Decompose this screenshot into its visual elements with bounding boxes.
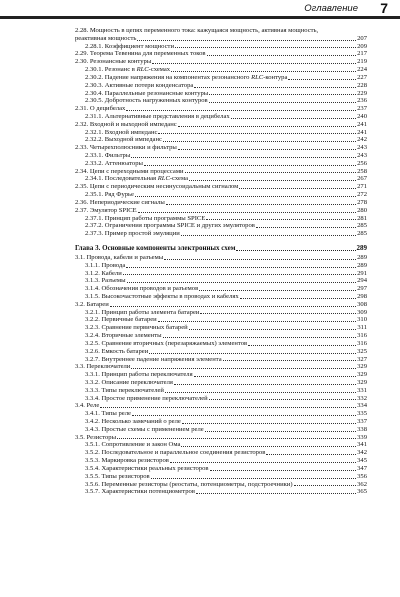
toc-entry-page: 228 (357, 81, 367, 89)
toc-entry-page: 271 (357, 183, 367, 191)
dot-leader (209, 94, 356, 95)
toc-entry-title: 2.30.5. Добротность нагруженных контуров (85, 97, 208, 105)
toc-entry-title: 3.1.1. Провода (85, 261, 126, 269)
dot-leader (170, 462, 356, 463)
toc-entry-page: 224 (357, 66, 367, 74)
toc-subentry (75, 426, 367, 434)
toc-subentry (75, 230, 367, 238)
toc-subentry (75, 43, 367, 51)
toc-subentry (75, 441, 367, 449)
dot-leader (266, 454, 356, 455)
toc-entry-title: 3.1.5. Высокочастотные эффекты в проводах и кабелях (85, 293, 239, 300)
toc-entry-title: 2.30.4. Параллельные резонансные контуры (85, 89, 209, 97)
toc-entry-title: 3.5.1. Сопротивление и закон Ома (85, 441, 181, 449)
toc-entry (75, 363, 367, 371)
toc-entry-title: 2.31.1. Альтернативные представления в децибелах (85, 112, 230, 120)
toc-entry-title: 2.33.2. Аттенюаторы (85, 159, 143, 167)
toc-entry-title: 2.33. Четырехполюсники и фильтры (75, 144, 177, 152)
toc-entry-page: 242 (357, 136, 367, 144)
toc-subentry (75, 90, 367, 98)
toc-entry-page: 298 (357, 293, 367, 300)
toc-entry-title: 3.2.2. Первичные батареи (85, 316, 157, 324)
toc-subentry (75, 129, 367, 137)
toc-entry-title: 3.2.1. Принцип работы элемента батареи (85, 308, 200, 316)
toc-subentry (75, 309, 367, 317)
toc-entry-page: 347 (357, 464, 367, 472)
toc-entry (75, 121, 367, 129)
dot-leader (256, 227, 356, 228)
toc-entry-title: 2.32.2. Выходной импеданс (85, 136, 162, 144)
dot-leader (223, 360, 356, 361)
dot-leader (209, 399, 356, 400)
toc-subentry (75, 418, 367, 426)
toc-entry-title: 2.37. Эмулятор SPICE (75, 206, 137, 214)
toc-subentry (75, 82, 367, 90)
dot-leader (131, 368, 356, 369)
toc-entry-page: 310 (357, 316, 367, 324)
dot-leader (166, 204, 356, 205)
toc-entry-title: 3.2. Батареи (75, 300, 109, 308)
toc-entry-page: 240 (357, 112, 367, 120)
toc-entry-title: 3.4.2. Несколько замечаний о реле (85, 418, 181, 425)
toc-subentry (75, 270, 367, 278)
toc-entry-page: 241 (357, 120, 367, 128)
toc-entry-page: 316 (357, 339, 367, 347)
toc-subentry (75, 410, 367, 418)
dot-leader (182, 423, 356, 424)
dot-leader (178, 126, 356, 127)
toc-entry-page: 365 (357, 488, 367, 496)
toc-entry-page: 339 (357, 433, 367, 441)
dot-leader (144, 165, 356, 166)
toc-entry-page: 229 (357, 89, 367, 97)
toc-entry-page: 236 (357, 97, 367, 105)
toc-subentry (75, 324, 367, 332)
dot-leader (181, 446, 356, 447)
toc-subentry (75, 348, 367, 356)
toc-entry-page: 325 (357, 347, 367, 355)
dot-leader (149, 353, 356, 354)
toc-subentry (75, 293, 367, 301)
toc-entry-title: 3.5. Резисторы (75, 433, 117, 441)
dot-leader (158, 133, 356, 134)
toc-entry-page: 237 (357, 105, 367, 113)
table-of-contents (75, 27, 367, 496)
running-header-title: Оглавление (304, 3, 358, 14)
chapter-heading (75, 244, 367, 253)
toc-entry-page: 294 (357, 277, 367, 285)
dot-leader (163, 141, 356, 142)
dot-leader (137, 40, 356, 41)
toc-subentry (75, 222, 367, 230)
toc-entry-page: 308 (357, 300, 367, 308)
toc-entry (75, 105, 367, 113)
toc-entry-title-line2: реактивная мощность (75, 34, 137, 42)
chapter-title: Глава 3. Основные компоненты электронных схем (75, 243, 236, 252)
toc-subentry (75, 332, 367, 340)
dot-leader (288, 79, 356, 80)
toc-entry (75, 144, 367, 152)
toc-entry-page: 285 (357, 230, 367, 238)
toc-entry-page: 341 (357, 441, 367, 449)
toc-subentry (75, 215, 367, 223)
toc-entry-title: 2.35. Цепи с периодическим несинусоидальным сигналом (75, 183, 239, 191)
toc-entry-page: 337 (357, 418, 367, 425)
toc-entry-page: 258 (357, 167, 367, 175)
dot-leader (205, 431, 356, 432)
toc-entry-title: 3.3.4. Простое применение переключателей (85, 394, 208, 402)
dot-leader (181, 235, 356, 236)
toc-entry-page: 289 (357, 253, 367, 261)
toc-entry-title: 3.1. Провода, кабели и разъемы (75, 253, 164, 261)
toc-subentry (75, 277, 367, 285)
toc-entry (75, 58, 367, 66)
toc-subentry (75, 136, 367, 144)
toc-entry-title: 2.30. Резонансные контуры (75, 58, 152, 66)
dot-leader (171, 71, 356, 72)
toc-entry (75, 168, 367, 176)
toc-entry-page: 281 (357, 214, 367, 222)
toc-entry (75, 254, 367, 262)
toc-subentry (75, 160, 367, 168)
chapter-page: 289 (356, 243, 367, 252)
toc-entry-title: 3.2.5. Сравнение вторичных (перезаряжаемых) элементов (85, 339, 248, 347)
toc-entry-title: 3.5.7. Характеристики потенциометров (85, 488, 195, 496)
dot-leader (110, 306, 356, 307)
toc-entry-page: 327 (357, 355, 367, 363)
toc-subentry (75, 356, 367, 364)
toc-entry-title: 2.29. Теорема Тевенина для переменных токов (75, 50, 206, 58)
toc-subentry (75, 285, 367, 293)
dot-leader (174, 384, 356, 385)
dot-leader (127, 282, 357, 283)
toc-entry-title: 3.2.6. Емкость батареи (85, 347, 149, 355)
toc-entry-title: 3.3.1. Принцип работы переключателя (85, 371, 193, 379)
dot-leader (194, 87, 356, 88)
toc-subentry (75, 465, 367, 473)
toc-entry-page: 241 (357, 128, 367, 136)
toc-subentry (75, 379, 367, 387)
toc-entry-page: 278 (357, 198, 367, 206)
toc-entry-title: 2.33.1. Фильтры (85, 152, 131, 159)
toc-entry-title: 3.1.3. Разъемы (85, 277, 126, 285)
dot-leader (117, 438, 356, 439)
dot-leader (209, 102, 356, 103)
toc-entry-title: 2.31. О децибелах (75, 105, 126, 113)
dot-leader (178, 149, 356, 150)
toc-entry-title: 2.37.1. Принцип работы программы SPICE (85, 214, 206, 222)
dot-leader (239, 188, 356, 189)
toc-entry-title: 3.4. Реле (75, 402, 100, 410)
toc-entry-title: 3.3.3. Типы переключателей (85, 386, 164, 394)
dot-leader (151, 478, 356, 479)
toc-entry-page: 297 (357, 285, 367, 293)
dot-leader (207, 55, 357, 56)
toc-entry-title: 3.4.1. Типы реле (85, 410, 131, 418)
page-number: 7 (380, 0, 388, 16)
toc-entry-page: 311 (357, 324, 367, 332)
toc-subentry (75, 371, 367, 379)
toc-entry-page: 291 (357, 269, 367, 277)
toc-entry-page: 243 (357, 144, 367, 152)
dot-leader (185, 172, 357, 173)
toc-entry-page: 227 (357, 73, 367, 81)
dot-leader (236, 250, 355, 251)
toc-subentry (75, 481, 367, 489)
dot-leader (100, 407, 356, 408)
toc-entry (75, 207, 367, 215)
toc-entry-title: 2.34. Цепи с переходными процессами (75, 167, 184, 175)
toc-entry (75, 402, 367, 410)
toc-subentry (75, 175, 367, 183)
dot-leader (189, 329, 357, 330)
dot-leader (199, 290, 356, 291)
toc-entry-title: 2.34.1. Последовательная RLC-схема (85, 175, 188, 183)
dot-leader (240, 298, 356, 299)
toc-entry (75, 50, 367, 58)
dot-leader (294, 485, 357, 486)
toc-entry-page: 329 (357, 363, 367, 371)
dot-leader (206, 219, 356, 220)
toc-subentry (75, 488, 367, 496)
toc-entry-page: 207 (357, 34, 367, 42)
header-rule (0, 16, 400, 19)
toc-subentry (75, 66, 367, 74)
toc-entry-title: 2.37.3. Пример простой эмуляции (85, 230, 180, 238)
toc-entry-title: 2.28.1. Коэффициент мощности (85, 42, 174, 50)
dot-leader (194, 376, 356, 377)
toc-entry-page: 272 (357, 191, 367, 199)
dot-leader (132, 415, 356, 416)
dot-leader (165, 392, 356, 393)
toc-entry-page: 209 (357, 42, 367, 50)
dot-leader (138, 212, 356, 213)
toc-entry-page: 334 (357, 402, 367, 410)
toc-subentry (75, 395, 367, 403)
toc-entry-title: 2.32.1. Входной импеданс (85, 128, 158, 136)
toc-entry-page: 342 (357, 449, 367, 457)
dot-leader (175, 47, 356, 48)
toc-section-chapter-3 (75, 254, 367, 496)
toc-entry-title: 3.5.5. Типы резисторов (85, 472, 150, 480)
toc-entry (75, 301, 367, 309)
dot-leader (248, 345, 356, 346)
toc-entry-title: 3.1.4. Обозначения проводов и разъемов (85, 285, 199, 293)
page-header (0, 0, 400, 22)
toc-subentry (75, 457, 367, 465)
toc-entry-page: 316 (357, 332, 367, 340)
toc-subentry (75, 316, 367, 324)
toc-entry-title: 2.30.2. Падение напряжения на компонентах резонансного RLC-контура (85, 73, 288, 81)
toc-entry-page: 362 (357, 480, 367, 488)
toc-entry-page: 280 (357, 206, 367, 214)
toc-entry-page: 329 (357, 371, 367, 379)
toc-entry-page: 356 (357, 472, 367, 480)
toc-subentry (75, 387, 367, 395)
toc-entry-page: 219 (357, 58, 367, 66)
toc-entry-title: 3.4.3. Простые схемы с применением реле (85, 425, 204, 433)
toc-entry-title: 3.3.2. Описание переключателя (85, 378, 173, 386)
dot-leader (196, 493, 356, 494)
toc-entry-page: 338 (357, 425, 367, 433)
toc-subentry (75, 97, 367, 105)
toc-entry-title: 2.30.3. Активные потери конденсатора (85, 81, 194, 89)
toc-entry-title: 3.5.6. Переменные резисторы (реостаты, потенциометры, подстроечники) (85, 480, 293, 488)
toc-entry-title: 2.37.2. Ограничения программы SPICE и других эмуляторов (85, 222, 255, 230)
toc-entry (75, 27, 367, 43)
toc-entry-title: 3.1.2. Кабели (85, 269, 122, 277)
toc-entry (75, 199, 367, 207)
dot-leader (126, 267, 356, 268)
dot-leader (131, 157, 356, 158)
toc-entry-page: 329 (357, 378, 367, 386)
toc-entry (75, 183, 367, 191)
toc-subentry (75, 340, 367, 348)
toc-entry-page: 335 (357, 410, 367, 418)
toc-entry-title: 3.5.3. Маркировка резисторов (85, 457, 169, 465)
dot-leader (163, 337, 357, 338)
toc-section-chapter-2 (75, 27, 367, 238)
dot-leader (123, 274, 356, 275)
toc-entry-page: 309 (357, 308, 367, 316)
toc-entry-title: 2.32. Входной и выходной импеданс (75, 120, 177, 128)
toc-entry-title: 2.30.1. Резонанс в RLC-схемах (85, 66, 171, 74)
dot-leader (231, 118, 356, 119)
toc-entry-title: 3.5.4. Характеристики реальных резисторов (85, 464, 209, 472)
toc-entry-page: 267 (357, 175, 367, 183)
toc-entry-title: 2.36. Непериодические сигналы (75, 198, 165, 206)
toc-entry-title: 3.3. Переключатели (75, 363, 131, 371)
toc-entry-page: 285 (357, 222, 367, 230)
toc-entry-page: 256 (357, 159, 367, 167)
toc-entry-title: 3.2.4. Вторичные элементы (85, 332, 162, 340)
toc-entry-page: 217 (357, 50, 367, 58)
toc-subentry (75, 262, 367, 270)
dot-leader (164, 259, 356, 260)
toc-entry-title-line1: 2.28. Мощность в цепях переменного тока: кажущаяся мощность, активная мощность, (75, 27, 319, 34)
toc-subentry (75, 191, 367, 199)
toc-entry-page: 289 (357, 261, 367, 269)
toc-subentry (75, 449, 367, 457)
toc-entry-page: 243 (357, 152, 367, 159)
toc-entry-title: 2.35.1. Ряд Фурье (85, 191, 134, 199)
dot-leader (189, 180, 356, 181)
dot-leader (200, 313, 356, 314)
toc-subentry (75, 152, 367, 160)
dot-leader (135, 196, 356, 197)
dot-leader (126, 110, 356, 111)
dot-leader (152, 63, 356, 64)
toc-entry-page: 331 (357, 386, 367, 394)
toc-subentry (75, 113, 367, 121)
toc-entry-page: 345 (357, 457, 367, 465)
toc-entry-title: 3.2.3. Сравнение первичных батарей (85, 324, 188, 332)
toc-subentry (75, 473, 367, 481)
toc-entry-title: 3.2.7. Внутреннее падение напряжения элемента (85, 355, 222, 363)
toc-subentry (75, 74, 367, 82)
toc-entry-page: 332 (357, 394, 367, 402)
dot-leader (210, 470, 357, 471)
dot-leader (158, 321, 356, 322)
toc-entry (75, 434, 367, 442)
toc-entry-title: 3.5.2. Последовательное и параллельное соединения резисторов (85, 449, 266, 457)
